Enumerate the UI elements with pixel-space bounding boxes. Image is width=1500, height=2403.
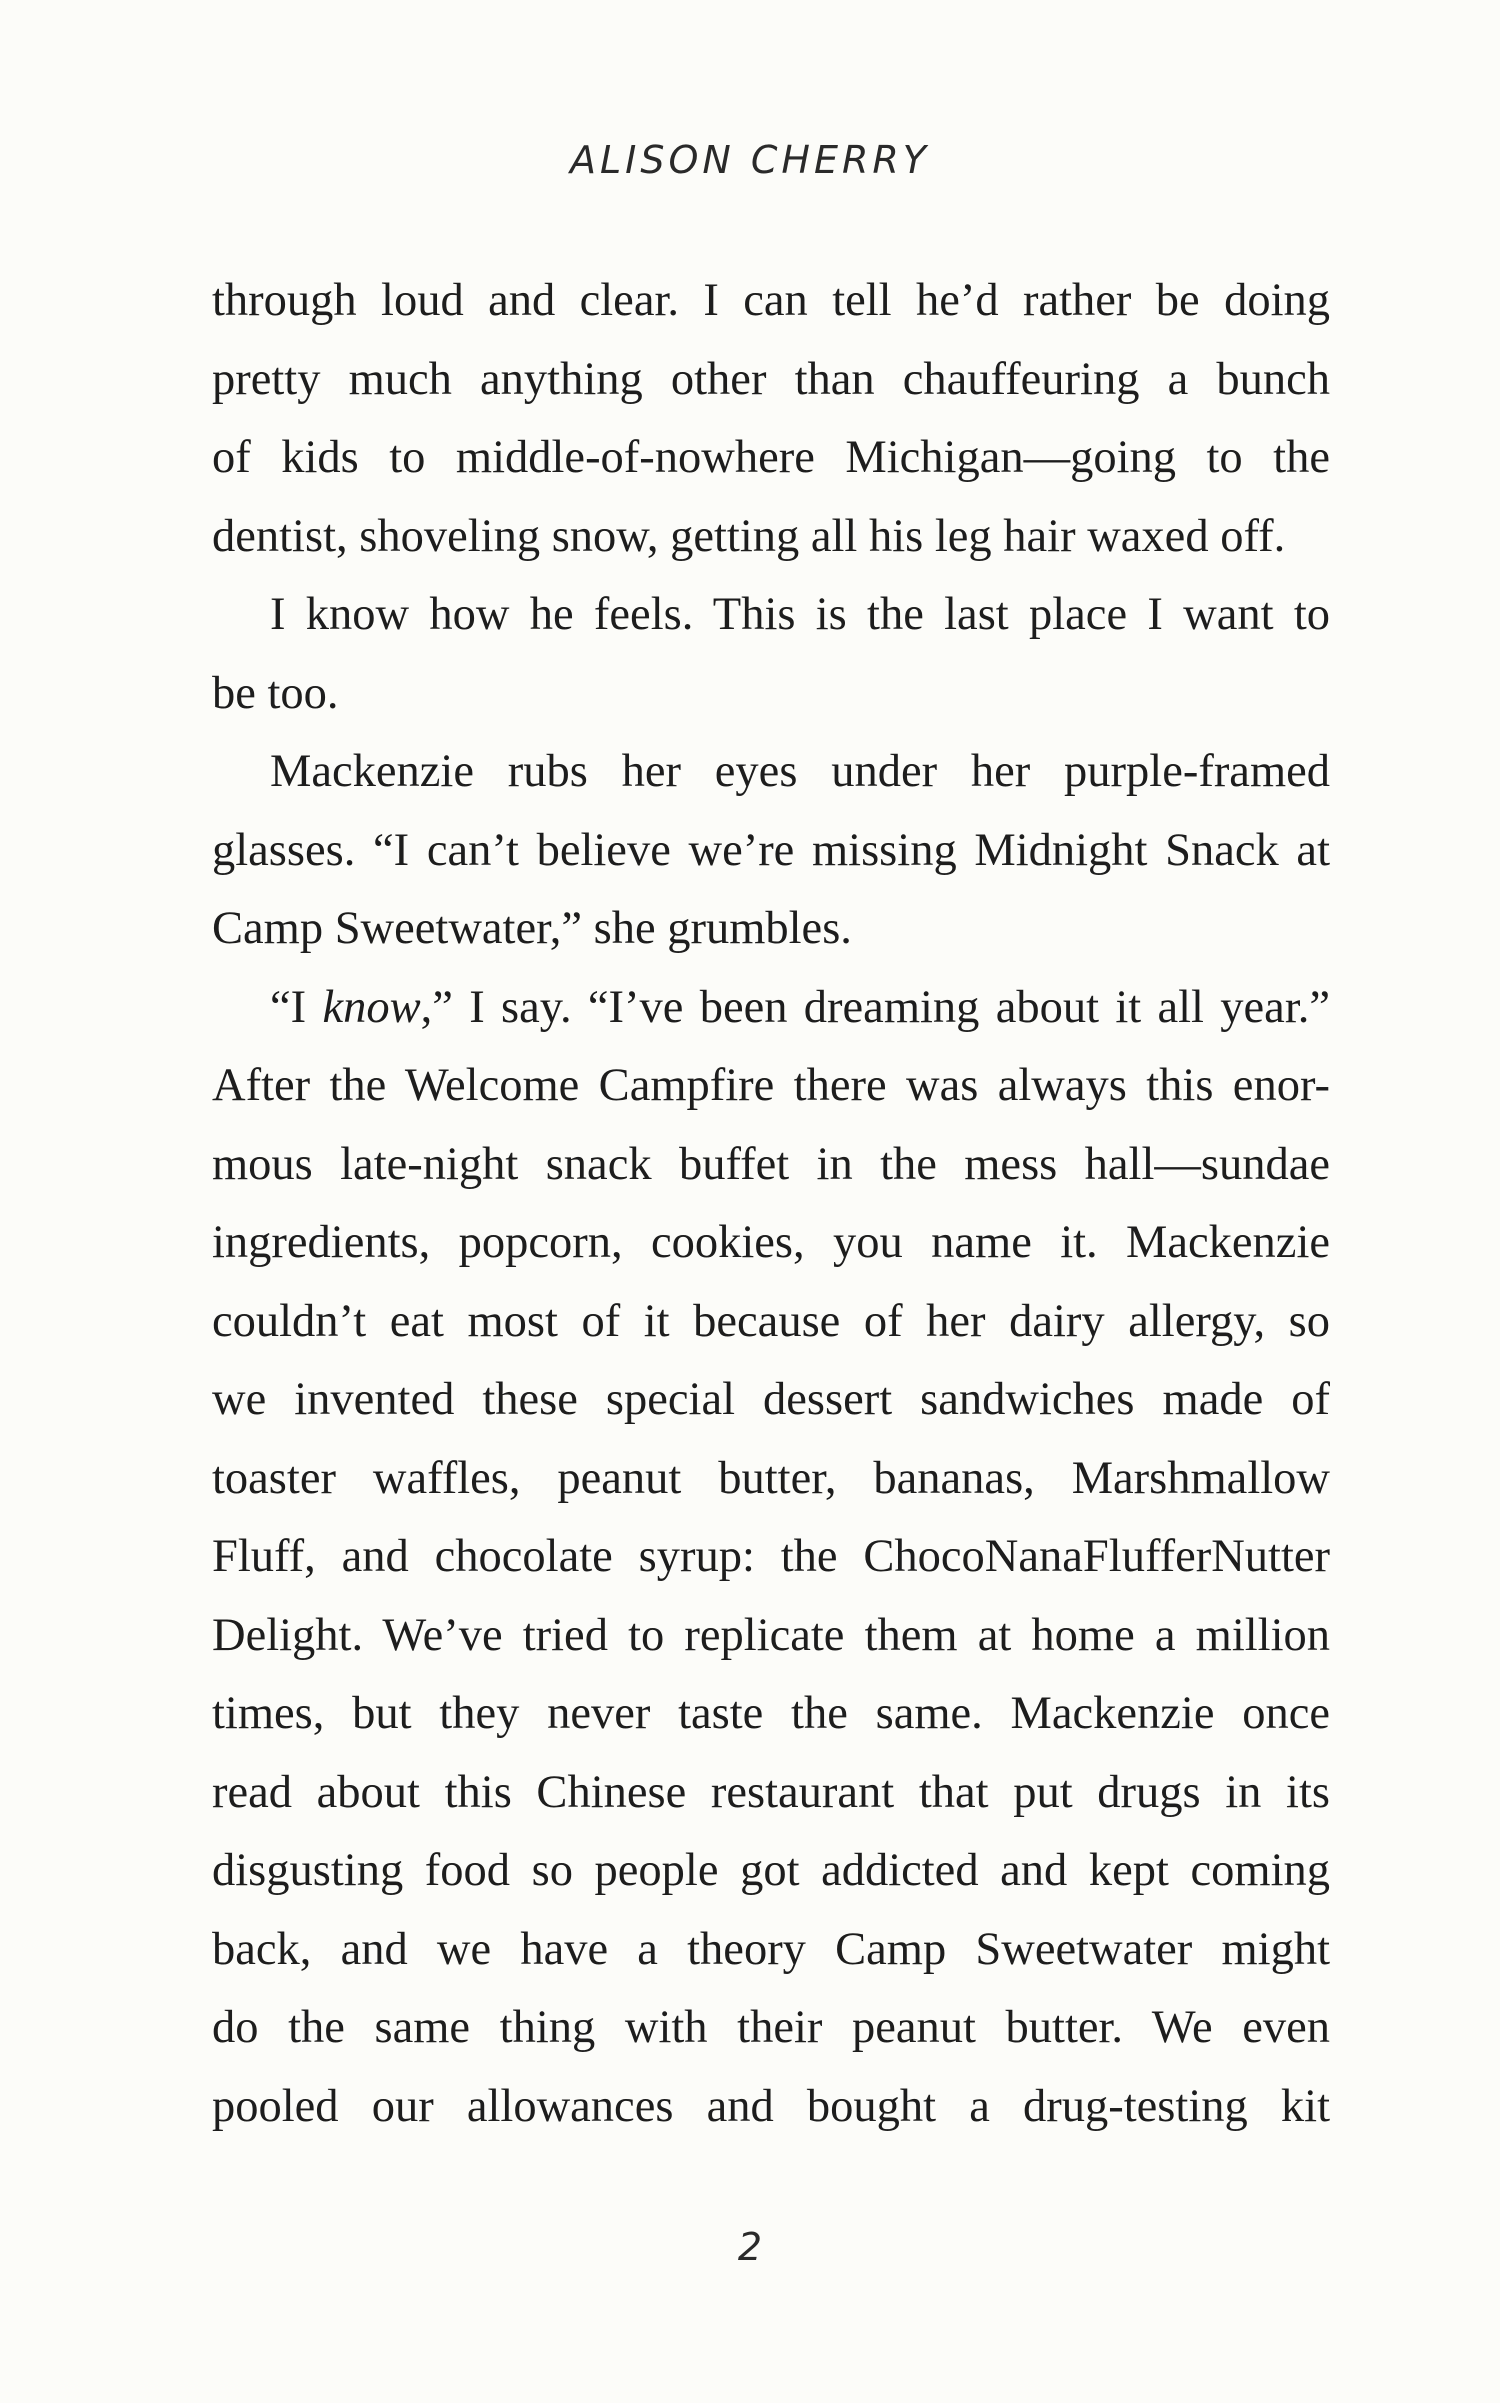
text-line: I know how he feels. This is the last place I want to xyxy=(270,589,1330,640)
text-line: be too. xyxy=(212,667,339,719)
text-line-with-emphasis xyxy=(212,969,1330,1048)
text-line: read about this Chinese restaurant that put drugs in its xyxy=(212,1766,1330,1818)
text-line: couldn’t eat most of it because of her dairy allergy, so xyxy=(212,1295,1330,1347)
running-head: ALISON CHERRY xyxy=(569,138,931,182)
emphasized-word: know xyxy=(322,981,421,1033)
text-line: Fluff, and chocolate syrup: the ChocoNanaFlufferNutter xyxy=(212,1531,1330,1582)
text-line: dentist, shoveling snow, getting all his leg hair waxed off. xyxy=(212,510,1286,562)
text-line: toaster waffles, peanut butter, bananas, Marshmallow xyxy=(212,1452,1330,1504)
text-line: pretty much anything other than chauffeuring a bunch xyxy=(212,353,1330,405)
text-line: After the Welcome Campfire there was always this enor- xyxy=(212,1060,1330,1111)
text-segment: ,” I say. “I’ve been dreaming about it all year.” xyxy=(420,981,1331,1033)
text-line: Mackenzie rubs her eyes under her purple-framed xyxy=(270,746,1330,797)
text-line: disgusting food so people got addicted and kept coming xyxy=(212,1845,1330,1896)
text-line: glasses. “I can’t believe we’re missing Midnight Snack at xyxy=(212,824,1330,876)
text-line: times, but they never taste the same. Mackenzie once xyxy=(212,1688,1330,1739)
text-segment: “I xyxy=(270,981,323,1033)
page-number: 2 xyxy=(737,2225,763,2269)
text-line: of kids to middle-of-nowhere Michigan—going to the xyxy=(212,432,1330,483)
body-text xyxy=(212,262,1330,2146)
text-line: Delight. We’ve tried to replicate them at home a million xyxy=(212,1609,1330,1661)
text-line: ingredients, popcorn, cookies, you name it. Mackenzie xyxy=(212,1217,1330,1268)
text-line: do the same thing with their peanut butter. We even xyxy=(212,2002,1330,2053)
text-line: mous late-night snack buffet in the mess hall—sundae xyxy=(212,1138,1330,1190)
text-line: pooled our allowances and bought a drug-testing kit xyxy=(212,2080,1330,2132)
text-line: we invented these special dessert sandwiches made of xyxy=(212,1374,1330,1425)
text-line: Camp Sweetwater,” she grumbles. xyxy=(212,903,852,954)
text-line: back, and we have a theory Camp Sweetwater might xyxy=(212,1923,1330,1975)
text-line: through loud and clear. I can tell he’d rather be doing xyxy=(212,275,1330,326)
